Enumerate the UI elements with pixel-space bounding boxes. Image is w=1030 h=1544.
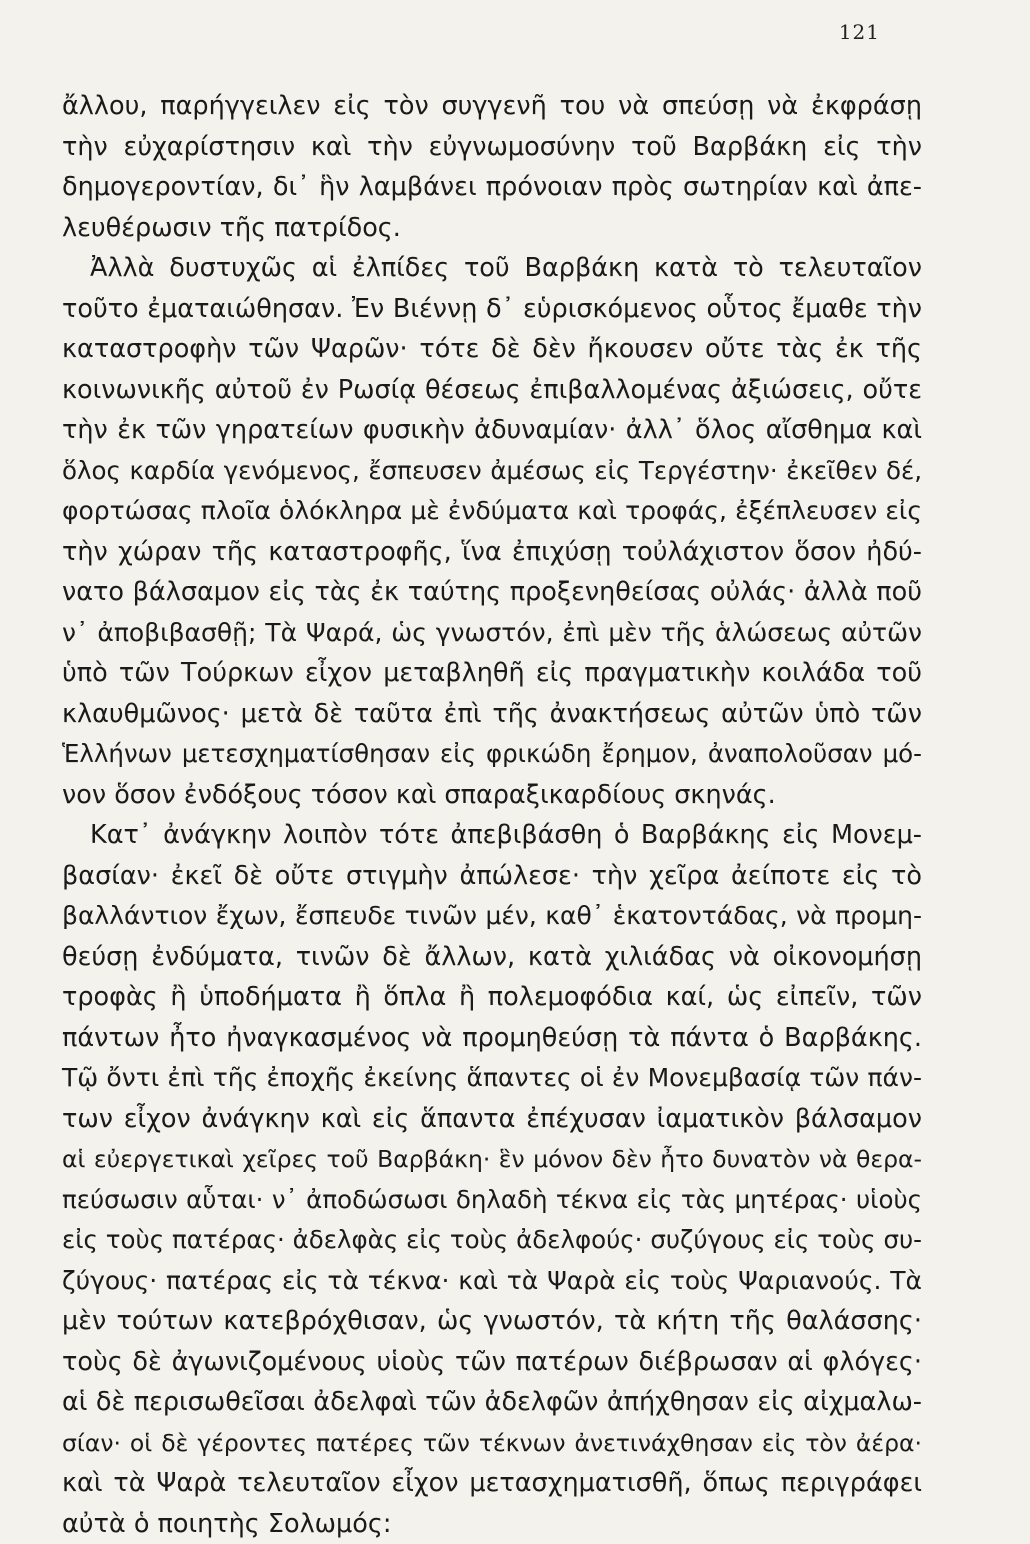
text-line: αὐτὰ ὁ ποιητὴς Σολωμός:: [62, 1504, 922, 1544]
text-line: Ἀλλὰ δυστυχῶς αἱ ἐλπίδες τοῦ Βαρβάκη κατὰ τὸ τελευταῖον: [62, 248, 922, 289]
text-line: Κατ᾽ ἀνάγκην λοιπὸν τότε ἀπεβιβάσθη ὁ Βαρβάκης εἰς Μονεμ-: [62, 815, 922, 856]
text-line: τὴν ἐκ τῶν γηρατείων φυσικὴν ἀδυναμίαν· ἀλλ᾽ ὅλος αἴσθημα καὶ: [62, 410, 922, 451]
text-line: ἄλλου, παρήγγειλεν εἰς τὸν συγγενῆ του νὰ σπεύσῃ νὰ ἐκφράσῃ: [62, 86, 922, 127]
text-line: φορτώσας πλοῖα ὁλόκληρα μὲ ἐνδύματα καὶ τροφάς, ἐξέπλευσεν εἰς: [62, 491, 922, 532]
text-line: κοινωνικῆς αὐτοῦ ἐν Ρωσίᾳ θέσεως ἐπιβαλλομένας ἀξιώσεις, οὔτε: [62, 370, 922, 411]
text-line: τὴν εὐχαρίστησιν καὶ τὴν εὐγνωμοσύνην τοῦ Βαρβάκη εἰς τὴν: [62, 127, 922, 168]
text-line: μὲν τούτων κατεβρόχθισαν, ὡς γνωστόν, τὰ κήτη τῆς θαλάσσης·: [62, 1301, 922, 1342]
text-line: καὶ τὰ Ψαρὰ τελευταῖον εἶχον μετασχηματισθῆ, ὅπως περιγράφει: [62, 1463, 922, 1504]
text-line: πάντων ἦτο ἠναγκασμένος νὰ προμηθεύσῃ τὰ πάντα ὁ Βαρβάκης.: [62, 1018, 922, 1059]
text-line: ὑπὸ τῶν Τούρκων εἶχον μεταβληθῆ εἰς πραγματικὴν κοιλάδα τοῦ: [62, 653, 922, 694]
text-line: τοῦτο ἐματαιώθησαν. Ἐν Βιέννῃ δ᾽ εὑρισκόμενος οὗτος ἔμαθε τὴν: [62, 289, 922, 330]
text-line: τοὺς δὲ ἀγωνιζομένους υἱοὺς τῶν πατέρων διέβρωσαν αἱ φλόγες·: [62, 1342, 922, 1383]
text-line: ὅλος καρδία γενόμενος, ἔσπευσεν ἀμέσως εἰς Τεργέστην· ἐκεῖθεν δέ,: [62, 451, 922, 492]
text-line: βαλλάντιον ἔχων, ἔσπευδε τινῶν μέν, καθ᾽ ἑκατοντάδας, νὰ προμη-: [62, 896, 922, 937]
text-line: κλαυθμῶνος· μετὰ δὲ ταῦτα ἐπὶ τῆς ἀνακτήσεως αὐτῶν ὑπὸ τῶν: [62, 694, 922, 735]
text-line: σίαν· οἱ δὲ γέροντες πατέρες τῶν τέκνων ἀνετινάχθησαν εἰς τὸν ἀέρα·: [62, 1423, 922, 1464]
body-text: [62, 86, 922, 1544]
page-number: 121: [839, 20, 880, 44]
text-line: ν᾽ ἀποβιβασθῇ; Τὰ Ψαρά, ὡς γνωστόν, ἐπὶ μὲν τῆς ἁλώσεως αὐτῶν: [62, 613, 922, 654]
text-line: λευθέρωσιν τῆς πατρίδος.: [62, 208, 922, 249]
text-line: καταστροφὴν τῶν Ψαρῶν· τότε δὲ δὲν ἤκουσεν οὔτε τὰς ἐκ τῆς: [62, 329, 922, 370]
text-line: Τῷ ὄντι ἐπὶ τῆς ἐποχῆς ἐκείνης ἅπαντες οἱ ἐν Μονεμβασίᾳ τῶν πάν-: [62, 1058, 922, 1099]
text-line: δημογεροντίαν, δι᾽ ἣν λαμβάνει πρόνοιαν πρὸς σωτηρίαν καὶ ἀπε-: [62, 167, 922, 208]
text-line: ζύγους· πατέρας εἰς τὰ τέκνα· καὶ τὰ Ψαρὰ εἰς τοὺς Ψαριανούς. Τὰ: [62, 1261, 922, 1302]
text-line: θεύσῃ ἐνδύματα, τινῶν δὲ ἄλλων, κατὰ χιλιάδας νὰ οἰκονομήσῃ: [62, 937, 922, 978]
text-line: νατο βάλσαμον εἰς τὰς ἐκ ταύτης προξενηθείσας οὐλάς· ἀλλὰ ποῦ: [62, 572, 922, 613]
text-line: πεύσωσιν αὗται· ν᾽ ἀποδώσωσι δηλαδὴ τέκνα εἰς τὰς μητέρας· υἱοὺς: [62, 1180, 922, 1221]
text-line: βασίαν· ἐκεῖ δὲ οὔτε στιγμὴν ἀπώλεσε· τὴν χεῖρα ἀείποτε εἰς τὸ: [62, 856, 922, 897]
text-line: νον ὅσον ἐνδόξους τόσον καὶ σπαραξικαρδίους σκηνάς.: [62, 775, 922, 816]
text-line: αἱ εὐεργετικαὶ χεῖρες τοῦ Βαρβάκη· ἓν μόνον δὲν ἦτο δυνατὸν νὰ θερα-: [62, 1139, 922, 1180]
text-line: τροφὰς ἢ ὑποδήματα ἢ ὅπλα ἢ πολεμοφόδια καί, ὡς εἰπεῖν, τῶν: [62, 977, 922, 1018]
text-line: Ἑλλήνων μετεσχηματίσθησαν εἰς φρικώδη ἔρημον, ἀναπολοῦσαν μό-: [62, 734, 922, 775]
text-line: αἱ δὲ περισωθεῖσαι ἀδελφαὶ τῶν ἀδελφῶν ἀπήχθησαν εἰς αἰχμαλω-: [62, 1382, 922, 1423]
text-line: εἰς τοὺς πατέρας· ἀδελφὰς εἰς τοὺς ἀδελφούς· συζύγους εἰς τοὺς συ-: [62, 1220, 922, 1261]
text-line: των εἶχον ἀνάγκην καὶ εἰς ἅπαντα ἐπέχυσαν ἰαματικὸν βάλσαμον: [62, 1099, 922, 1140]
text-line: τὴν χώραν τῆς καταστροφῆς, ἵνα ἐπιχύσῃ τοὐλάχιστον ὅσον ἠδύ-: [62, 532, 922, 573]
